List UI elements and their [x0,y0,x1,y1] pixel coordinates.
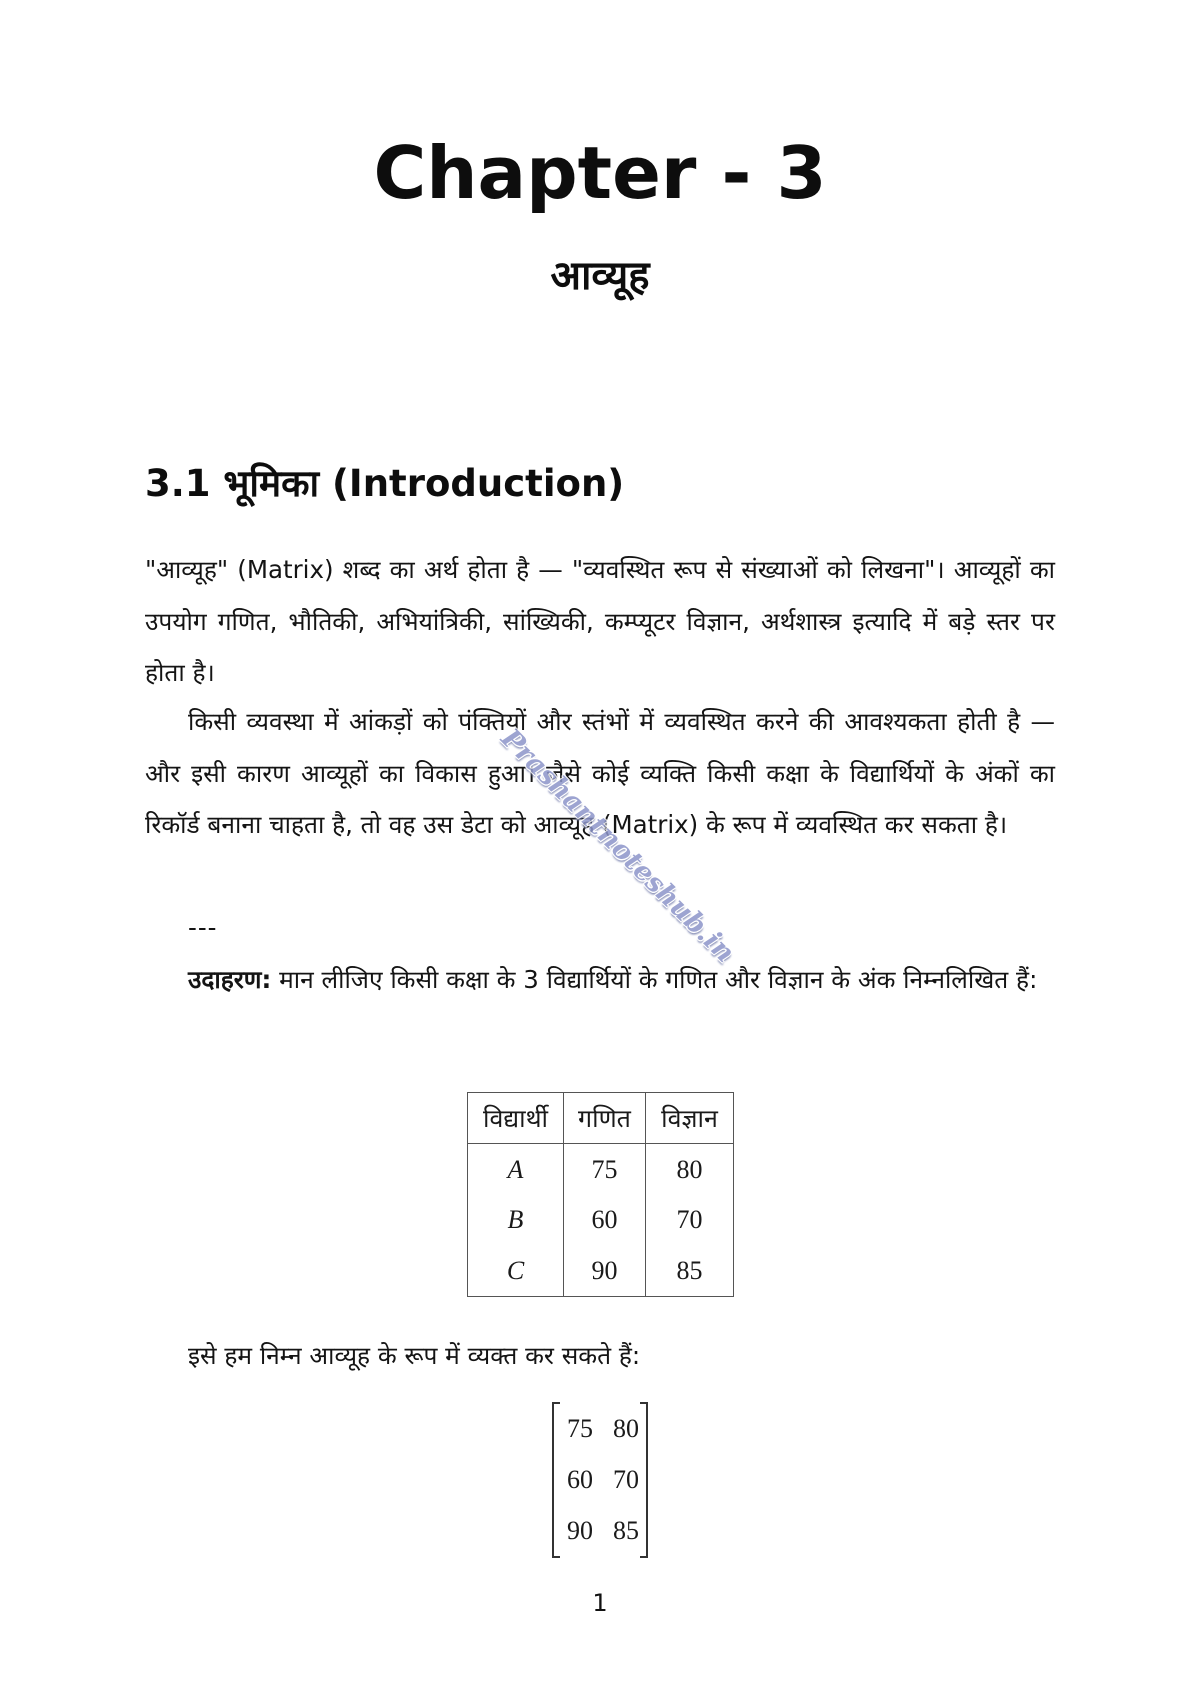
intro-paragraph-2: किसी व्यवस्था में आंकड़ों को पंक्तियों और स्तंभों में व्यवस्थित करने की आवश्यकता होती है — और इसी कारण आव्यूहों का विकास हुआ। जैसे कोई व्यक्ति किसी कक्षा के विद्यार्थियों के अंकों का रिकॉर्ड बनाना चाहता है, तो वह उस डेटा को आव्यूह (Matrix) के रूप में व्यवस्थित कर सकता है। [145,707,1055,839]
header-science: विज्ञान [646,1093,734,1144]
chapter-title: Chapter - 3 [373,131,827,215]
maths-mark: 90 [564,1246,646,1297]
matrix-row [554,1465,646,1495]
table-row [468,1246,734,1297]
example-text: मान लीजिए किसी कक्षा के 3 विद्यार्थियों के गणित और विज्ञान के अंक निम्नलिखित हैं: [271,965,1038,994]
marks-matrix [552,1402,648,1558]
right-bracket-bottom-tick [640,1556,648,1558]
page-number: 1 [592,1589,608,1617]
student-name: C [468,1246,564,1297]
table-row [468,1144,734,1195]
maths-mark: 75 [564,1144,646,1195]
student-name: B [468,1195,564,1246]
separator: --- [188,913,218,942]
student-name: A [468,1144,564,1195]
header-student: विद्यार्थी [468,1093,564,1144]
matrix-row [554,1516,646,1546]
matrix-cell: 85 [613,1516,639,1545]
science-mark: 80 [646,1144,734,1195]
matrix-cell: 75 [567,1414,593,1443]
example-paragraph [145,954,1055,1006]
maths-mark: 60 [564,1195,646,1246]
matrix-cell: 60 [567,1465,593,1494]
science-mark: 70 [646,1195,734,1246]
table-header-row [468,1093,734,1144]
left-bracket-top-tick [552,1402,560,1404]
right-bracket-top-tick [640,1402,648,1404]
left-bracket-bottom-tick [552,1556,560,1558]
section-heading: 3.1 भूमिका (Introduction) [145,462,625,505]
example-label: उदाहरण: [188,965,272,994]
matrix-row [554,1414,646,1444]
intro-paragraph-1: "आव्यूह" (Matrix) शब्द का अर्थ होता है — "व्यवस्थित रूप से संख्याओं को लिखना"। आव्यूहों का उपयोग गणित, भौतिकी, अभियांत्रिकी, सांख्यिकी, कम्प्यूटर विज्ञान, अर्थशास्त्र इत्यादि में बड़े स्तर पर होता है। [145,555,1055,687]
science-mark: 85 [646,1246,734,1297]
table-row [468,1195,734,1246]
matrix-cell: 80 [613,1414,639,1443]
matrix-cell: 90 [567,1516,593,1545]
chapter-subtitle: आव्यूह [550,253,650,299]
marks-table [467,1092,734,1297]
matrix-cell: 70 [613,1465,639,1494]
header-maths: गणित [564,1093,646,1144]
watermark: Prashantnoteshub.in [494,723,741,969]
matrix-intro-text: इसे हम निम्न आव्यूह के रूप में व्यक्त कर सकते हैं: [188,1341,641,1370]
